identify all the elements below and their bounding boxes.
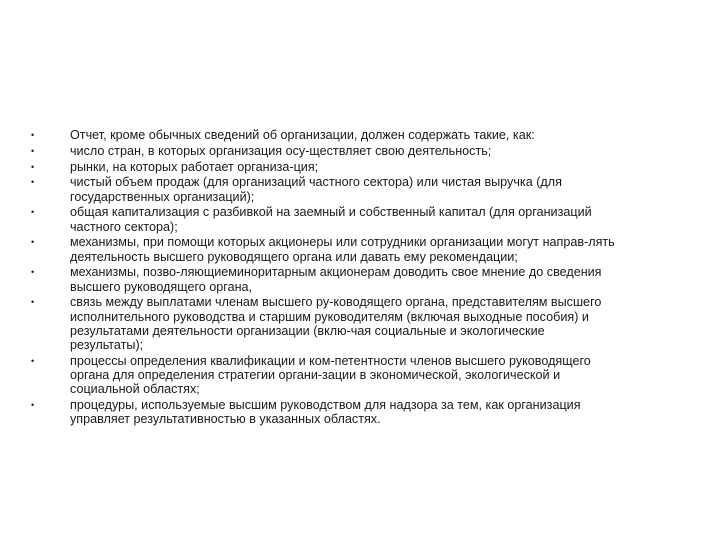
list-item: [28, 205, 668, 233]
list-item-text: процедуры, используемые высшим руководством для надзора за тем, как организация управляет результативностью в указанных областях.: [70, 398, 581, 427]
list-item-text: Отчет, кроме обычных сведений об организации, должен содержать такие, как:: [70, 128, 535, 142]
list-item: [28, 398, 668, 426]
list-item-text: процессы определения квалификации и ком-петентности членов высшего руководящего органа для определения стратегии органи-зации в экономической, экологической и социальной областях;: [70, 353, 591, 397]
list-item-text: чистый объем продаж (для организаций частного сектора) или чистая выручка (для государственных организаций);: [70, 175, 562, 204]
bullet-icon: •: [31, 297, 35, 308]
list-item: [28, 295, 668, 352]
list-item: [28, 128, 668, 142]
bullet-icon: •: [31, 177, 35, 188]
list-item-text: механизмы, при помощи которых акционеры или сотрудники организации могут направ-лять деятельность высшего руководящего органа или давать ему рекомендации;: [70, 235, 615, 264]
list-item: [28, 354, 668, 397]
bullet-icon: •: [31, 145, 35, 156]
list-item: [28, 160, 668, 174]
list-item: [28, 265, 668, 293]
bullet-icon: •: [31, 267, 35, 278]
list-item-text: механизмы, позво-ляющиеминоритарным акционерам доводить свое мнение до сведения высшего руководящего органа,: [70, 265, 602, 294]
list-item: [28, 235, 668, 263]
bullet-icon: •: [31, 161, 35, 172]
list-item-text: рынки, на которых работает организа-ция;: [70, 159, 319, 174]
bullet-icon: •: [31, 130, 35, 140]
list-item: [28, 175, 668, 203]
list-item-text: связь между выплатами членам высшего ру-ководящего органа, представителям высшего исполнительного руководства и старшим руководителям (включая выходные пособия) и результатами деятельности организации (вклю-чая социальные и экологические результаты);: [70, 295, 602, 352]
list-item: [28, 144, 668, 158]
bullet-icon: •: [31, 355, 35, 366]
list-item-text: общая капитализация с разбивкой на заемный и собственный капитал (для организаций частного сектора);: [70, 205, 592, 234]
bullet-icon: •: [31, 207, 35, 218]
list-item-text: число стран, в которых организация осу-ществляет свою деятельность;: [70, 143, 492, 158]
bullet-list: [28, 128, 668, 426]
bullet-icon: •: [31, 400, 35, 410]
bullet-icon: •: [31, 237, 35, 248]
